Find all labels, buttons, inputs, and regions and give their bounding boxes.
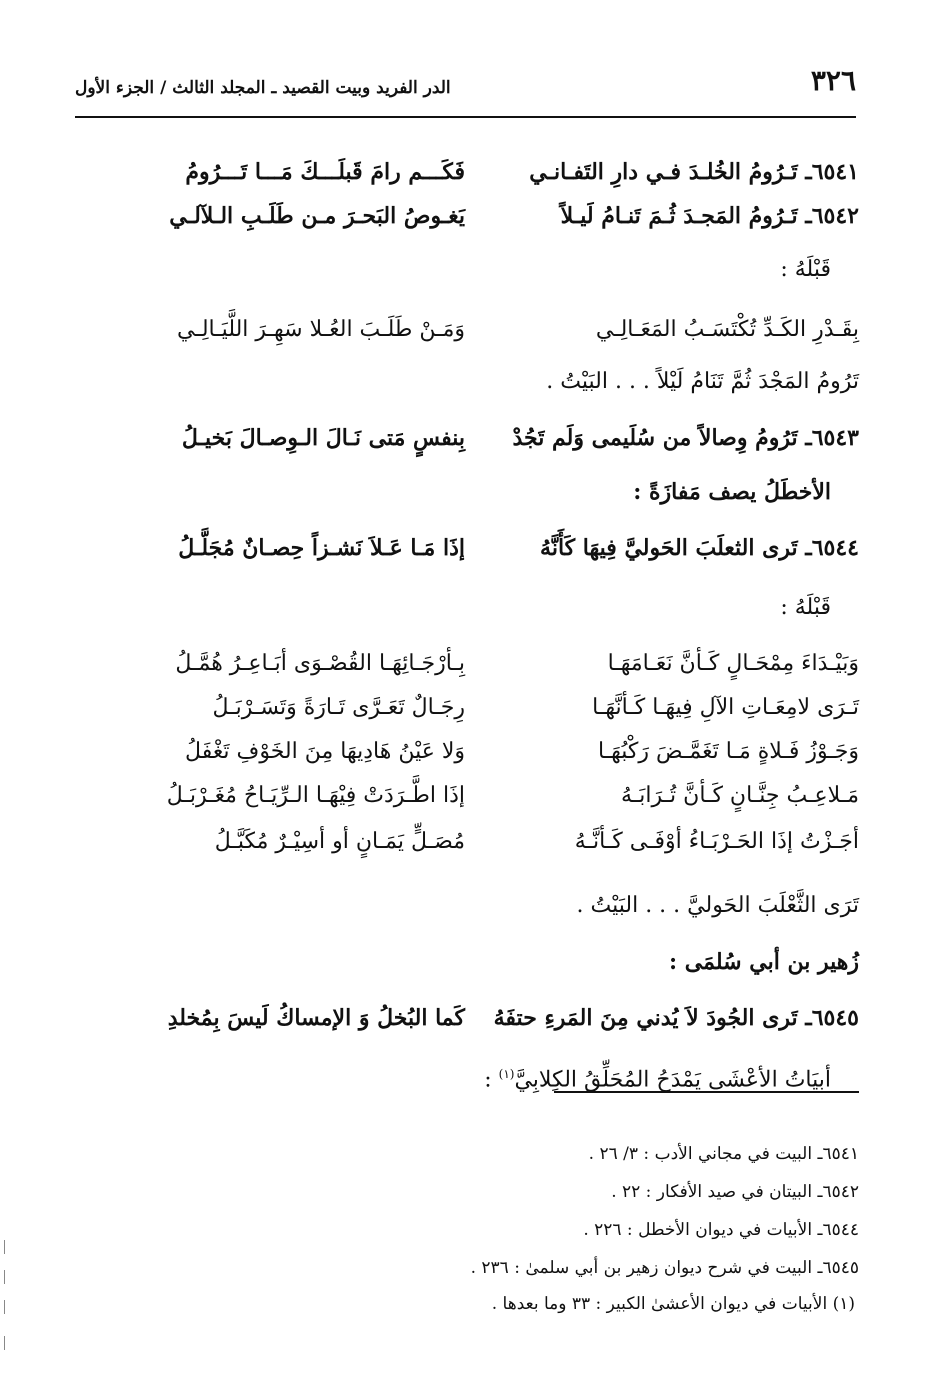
poem-line (105, 730, 859, 774)
verse-first-hemistich: مَـلاعِـبُ جِنَّـانٍ كَـأنَّ تُـرَابَـهُ (620, 783, 859, 808)
qablahu-label: قَبْلَهُ : (780, 595, 831, 620)
verse-first-hemistich: ٦٥٤١ـ تَـرُومُ الخُلـدَ فـي دارِ التَفـانـي (529, 159, 859, 185)
verse-6545 (105, 996, 859, 1040)
scan-margin-marks (4, 1240, 6, 1370)
verse-6544 (105, 526, 859, 570)
verse-second-hemistich: فَكَـــم رامَ قَبلَـــكَ مَـــا تَـــرُومُ (185, 159, 465, 185)
verse-6543 (105, 416, 859, 460)
asha-heading-colon: : (484, 1067, 499, 1093)
page-number: ٣٢٦ (810, 64, 856, 97)
verse-reference: تَرُومُ المَجْدَ ثُمَّ تَنَامُ لَيْلاً . . . البَيْتُ . (546, 369, 859, 394)
verse-second-hemistich: رِجَـالٌ تَعَـرَّى تَـارَةً وَتَسَـرْبَـلُ (212, 695, 465, 720)
poem-line (105, 774, 859, 818)
verse-6541 (105, 150, 859, 194)
poem-line (105, 686, 859, 730)
verse-second-hemistich: وَمَـنْ طَلَـبَ العُـلا سَهِـرَ اللَّيَـالِـي (177, 317, 465, 342)
margin-tick (4, 1270, 5, 1284)
verse-first-hemistich: ٦٥٤٤ـ تَرى الثعلَبَ الحَوليَّ فِيهَا كَأَنَّهُ (540, 535, 859, 561)
footnote-marker: (١) (498, 1067, 515, 1081)
verse-first-hemistich: وَجَـوْزُ فَـلاةٍ مَـا تَغَمَّـضَ رَكْبُهَـا (597, 739, 859, 764)
verse-second-hemistich: بِـأرْجَـائِهَـا القُصْـوَى أبَـاعِـرُ هُمَّـلُ (175, 651, 465, 676)
footnote-item: ٦٥٤٥ـ البيت في شرح ديوان زهير بن أبي سلمىٰ : ٢٣٦ . (470, 1258, 859, 1278)
footnote-item: ٦٥٤١ـ البيت في مجاني الأدب : ٣/ ٢٦ . (588, 1144, 859, 1164)
margin-tick (4, 1240, 5, 1254)
verse-first-hemistich: ٦٥٤٥ـ تَرى الجُودَ لاَ يُدني مِنَ المَرءِ حتفَهُ (493, 1005, 859, 1031)
verse-second-hemistich: بِنفسٍ مَتى نَـالَ الـوِصـالَ بَخيـلُ (181, 425, 465, 451)
verse-reference: تَرَى الثَّعْلَبَ الحَوليَّ . . . البَيْتُ . (576, 893, 859, 918)
verse-second-hemistich: يَغـوصُ البَحـرَ مـن طَلَـبِ الـلآلـي (169, 203, 465, 229)
asha-heading-text: أبيَاتُ الأعْشَى يَمْدَحُ المُحَلِّقُ الكِلابِيَّ (514, 1067, 831, 1093)
footnote-item: (١) الأبيات في ديوان الأعشىٰ الكبير : ٣٣ وما بعدها . (491, 1294, 855, 1314)
footnote-separator (554, 1091, 859, 1093)
verse-first-hemistich: ٦٥٤٢ـ تَـرُومُ المَجـدَ ثُـمَ تَنـامُ لَيـلاً (560, 203, 859, 229)
running-header (75, 62, 856, 118)
verse-first-hemistich: بِقَـدْرِ الكَـدِّ تُكْتَسَـبُ المَعَـالِـي (595, 317, 859, 342)
poet-heading-akhtal: الأخطَلُ يصف مَفازَةً : (633, 479, 831, 505)
preceding-verse (105, 308, 859, 352)
qablahu-label: قَبْلَهُ : (780, 257, 831, 282)
asha-heading (105, 1052, 859, 1102)
verse-second-hemistich: إذَا اطَّـرَدَتْ فِيْهَـا الـرِّيَـاحُ مُغَـرْبَـلُ (166, 783, 465, 808)
verse-second-hemistich: إذَا مَـا عَـلاَ نَشـزاً حِصـانٌ مُجَلَّـلُ (178, 535, 465, 561)
footnote-item: ٦٥٤٢ـ البيتان في صيد الأفكار : ٢٢ . (611, 1182, 859, 1202)
poet-heading-zuhair: زُهير بن أبي سُلمَى : (669, 949, 859, 975)
margin-tick (4, 1300, 5, 1314)
footnote-item: ٦٥٤٤ـ الأبيات في ديوان الأخطل : ٢٢٦ . (583, 1220, 859, 1240)
verse-first-hemistich: أجَـزْتُ إذَا الحَـرْبَـاءُ أوْفَـى كَـأنَّـهُ (574, 829, 859, 854)
running-title: الدر الفريد وبيت القصيد ـ المجلد الثالث / الجزء الأول (75, 78, 451, 98)
verse-first-hemistich: وَبَيْـدَاءَ مِمْحَـالٍ كَـأنَّ نَعَـامَهَـا (607, 651, 859, 676)
verse-second-hemistich: كَما البُخلُ وَ الإمساكُ لَيسَ بِمُخلدِ (167, 1005, 465, 1031)
verse-first-hemistich: ٦٥٤٣ـ تَرُومُ وِصالاً من سُلَيمى وَلَم تَجُدْ (512, 425, 859, 451)
verse-first-hemistich: تَـرَى لامِعَـاتِ الآلِ فِيهَـا كَـأنَّهَـا (592, 695, 859, 720)
poem-line (105, 642, 859, 686)
margin-tick (4, 1336, 5, 1350)
verse-6542 (105, 194, 859, 238)
poem-line (105, 820, 859, 864)
verse-second-hemistich: مُصَـلٍّ يَمَـانٍ أو أسِيْـرٌ مُكَبَّـلُ (214, 829, 465, 854)
verse-second-hemistich: وَلا عَيْنُ هَادِيهَا مِنَ الخَوْفِ تَغْفَلُ (185, 739, 465, 764)
